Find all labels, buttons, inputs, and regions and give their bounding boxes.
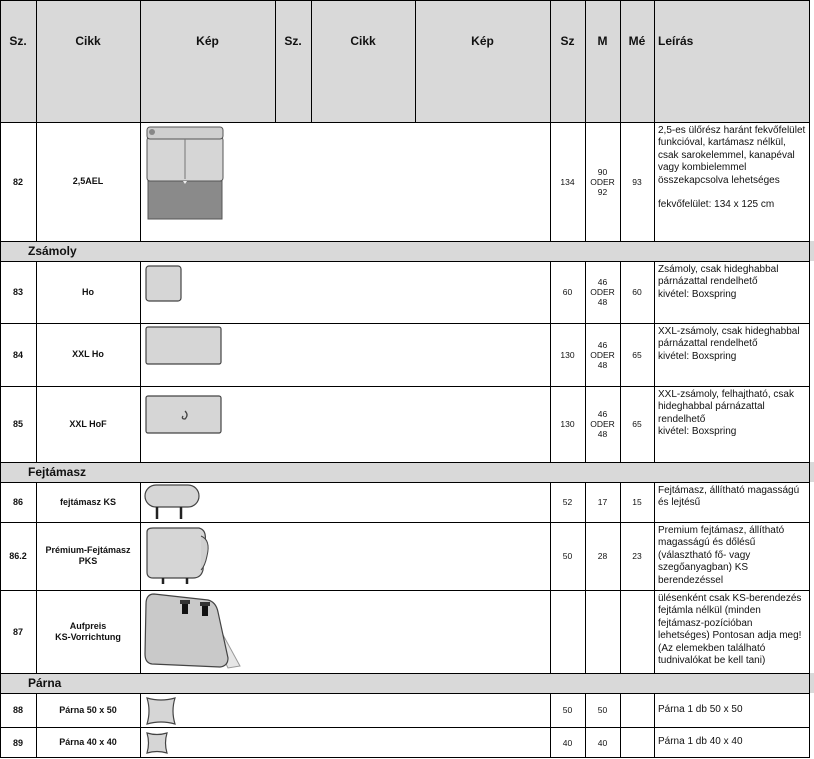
- row-86-2-description: Premium fejtámasz, állítható magasságú és dőlésű (választható fő- vagy szegőanyagban) KS berendezéssel: [658, 525, 785, 586]
- header-width: Sz: [550, 0, 585, 122]
- row-84-depth: 65: [632, 349, 642, 360]
- row-86-number: 86: [12, 497, 23, 507]
- row-84-article: XXL Ho: [72, 349, 104, 359]
- row-88-description: Párna 1 db 50 x 50: [658, 703, 743, 715]
- header-cikk: Cikk: [36, 0, 140, 122]
- row-83-description: Zsámoly, csak hideghabbal párnázattal rendelhető kivétel: Boxspring: [658, 264, 779, 300]
- row-89-number: 89: [12, 737, 23, 748]
- row-82-article: 2,5AEL: [72, 176, 104, 186]
- row-89-height: 40: [597, 737, 608, 748]
- row-86-height: 17: [597, 497, 608, 507]
- row-85-article: XXL HoF: [69, 418, 107, 429]
- row-86-2-width: 50: [562, 551, 573, 561]
- row-87-number: 87: [12, 626, 23, 637]
- row-82-width: 134: [560, 176, 575, 187]
- row-84-width: 130: [560, 349, 575, 360]
- row-86-2-height: 28: [597, 551, 608, 561]
- header-cikk-2: Cikk: [311, 0, 415, 122]
- row-82-height: 90 ODER 92: [590, 166, 615, 197]
- row-82-depth: 93: [632, 176, 642, 187]
- row-89-width: 40: [562, 737, 573, 748]
- header-depth: Mé: [620, 0, 654, 122]
- header-description: Leírás: [654, 0, 810, 122]
- header-kep-2: Kép: [415, 0, 550, 122]
- header-sz-2: Sz.: [275, 0, 311, 122]
- row-88-number: 88: [12, 705, 23, 715]
- row-82-description: 2,5-es ülőrész haránt fekvőfelület funkcióval, kartámasz nélkül, csak sarokelemmel, kanapéval vagy kombielemmel összekapcsolva lehetséges fekvőfelület: 134 x 125 cm: [658, 125, 806, 211]
- row-88-article: Párna 50 x 50: [59, 704, 117, 715]
- row-84-number: 84: [12, 349, 23, 360]
- header-height: M: [585, 0, 620, 122]
- row-86-description: Fejtámasz, állítható magasságú és lejtésű: [658, 485, 800, 509]
- row-86-2-article: Prémium-Fejtámasz PKS: [45, 545, 131, 566]
- row-85-height: 46 ODER 48: [590, 409, 615, 439]
- row-84-description: XXL-zsámoly, csak hideghabbal párnázattal rendelhető kivétel: Boxspring: [658, 326, 800, 362]
- row-85-number: 85: [12, 419, 23, 429]
- row-87-article: Aufpreis KS-Vorrichtung: [55, 620, 121, 642]
- row-83-height: 46 ODER 48: [590, 277, 615, 307]
- row-86-article: fejtámasz KS: [59, 496, 117, 507]
- section-zsamoly: Zsámoly: [0, 241, 814, 261]
- row-86-width: 52: [562, 497, 573, 507]
- row-87-description: ülésenként csak KS-berendezés fejtámla nélkül (minden fejtámasz-pozícióban lehetséges) Pontosan adja meg! (Az elemekben található tudnivalókat be kell tani): [658, 593, 802, 667]
- row-83-article: Ho: [82, 286, 94, 297]
- row-85-description: XXL-zsámoly, felhajtható, csak hideghabbal párnázattal rendelhető kivétel: Boxspring: [658, 389, 794, 438]
- header-sz: Sz.: [0, 0, 36, 122]
- row-83-width: 60: [562, 287, 573, 297]
- row-88-width: 50: [562, 705, 573, 715]
- row-86-2-number: 86.2: [9, 551, 27, 561]
- row-88-height: 50: [597, 705, 608, 715]
- row-85-width: 130: [560, 419, 575, 429]
- row-84-height: 46 ODER 48: [590, 339, 615, 370]
- section-parna: Párna: [0, 673, 814, 693]
- section-fejtamasz: Fejtámasz: [0, 462, 814, 482]
- row-86-depth: 15: [632, 497, 642, 507]
- row-82-number: 82: [12, 176, 23, 187]
- row-89-article: Párna 40 x 40: [59, 737, 117, 747]
- header-kep: Kép: [140, 0, 275, 122]
- row-83-number: 83: [12, 287, 23, 297]
- row-89-description: Párna 1 db 40 x 40: [658, 736, 743, 748]
- row-86-2-depth: 23: [632, 551, 642, 561]
- row-83-depth: 60: [632, 287, 642, 297]
- row-85-depth: 65: [632, 419, 642, 429]
